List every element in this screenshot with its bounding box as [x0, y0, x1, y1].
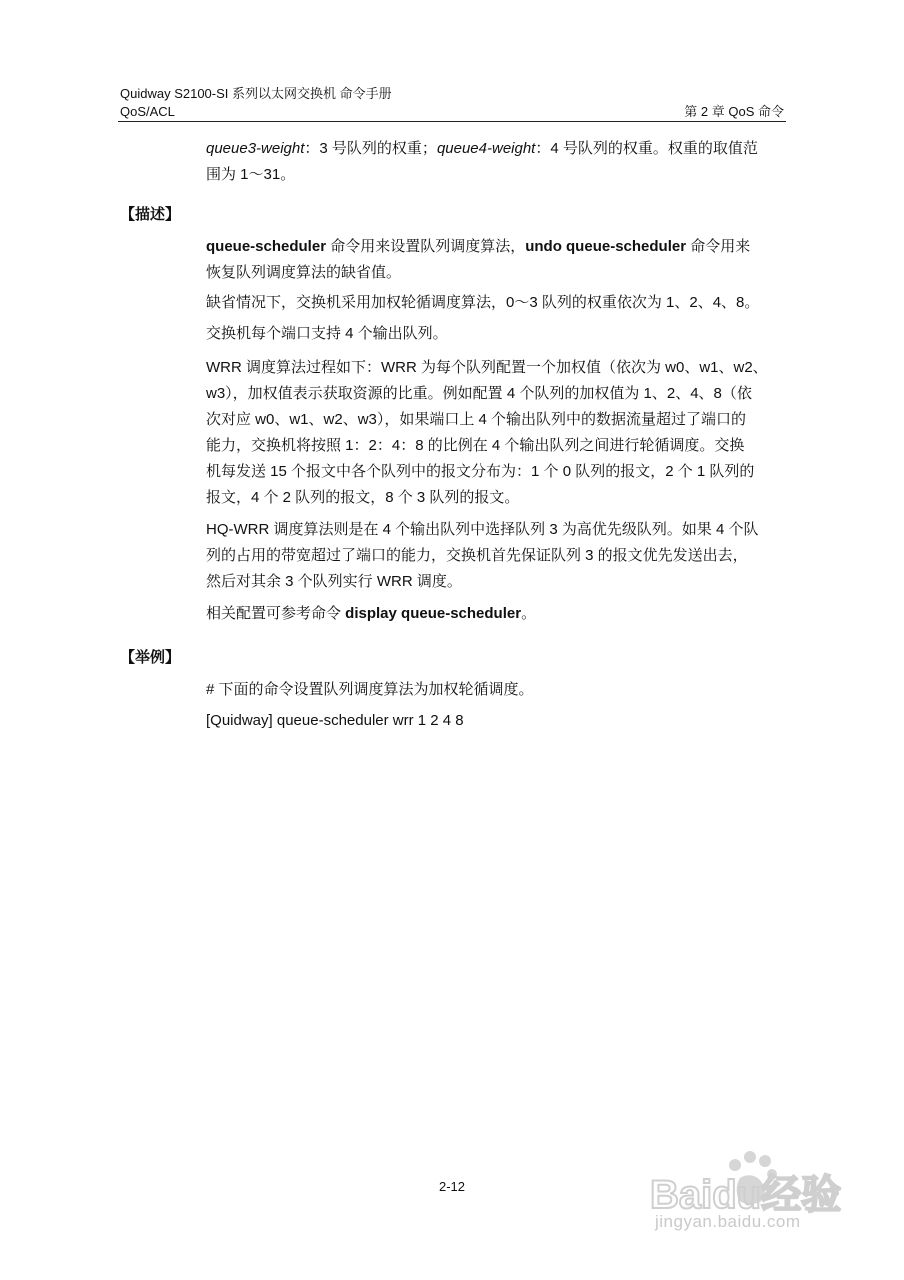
watermark-brand: Baidu经验: [650, 1173, 842, 1217]
desc-p1-line2: 恢复队列调度算法的缺省值。: [206, 264, 402, 281]
baidu-watermark-logo: [640, 1140, 870, 1250]
section-heading-example: 【举例】: [120, 649, 181, 666]
example-command: [Quidway] queue-scheduler wrr 1 2 4 8: [206, 712, 464, 729]
desc-p4-line: 机每发送 15 个报文中各个队列中的报文分布为：1 个 0 队列的报文，2 个 1 队列的: [206, 463, 755, 480]
watermark-url: jingyan.baidu.com: [655, 1212, 801, 1231]
header-divider: [118, 121, 786, 122]
desc-p5-line: 然后对其余 3 个队列实行 WRR 调度。: [206, 573, 462, 590]
desc-paragraph-4: [206, 355, 788, 511]
desc-p4-line: w3），加权值表示获取资源的比重。例如配置 4 个队列的加权值为 1、2、4、8（依: [206, 385, 752, 402]
cmd-queue-scheduler: queue-scheduler: [206, 238, 327, 255]
desc-paragraph-2: 缺省情况下，交换机采用加权轮循调度算法，0～3 队列的权重依次为 1、2、4、8。: [206, 294, 760, 311]
desc-p1-mid: 命令用来设置队列调度算法，: [326, 238, 526, 255]
desc-paragraph-6: [206, 601, 788, 627]
desc-paragraph-3: 交换机每个端口支持 4 个输出队列。: [206, 325, 448, 342]
param-queue3: queue3-weight: [206, 140, 305, 157]
desc-p4-line: 报文，4 个 2 队列的报文，8 个 3 队列的报文。: [206, 489, 520, 506]
chapter-title: 第 2 章 QoS 命令: [684, 104, 784, 119]
desc-paragraph-5: [206, 517, 788, 595]
desc-p4-line: WRR 调度算法过程如下：WRR 为每个队列配置一个加权值（依次为 w0、w1、w2、: [206, 359, 768, 376]
param-description: [206, 136, 788, 188]
param-queue4-desc: ：4 号队列的权重。权重的取值范: [535, 140, 758, 157]
section-name: QoS/ACL: [120, 104, 175, 119]
cmd-display-queue-scheduler: display queue-scheduler: [345, 605, 522, 622]
desc-paragraph-1: [206, 234, 788, 286]
param-range: 围为 1～31。: [206, 166, 296, 183]
desc-p6-pre: 相关配置可参考命令: [206, 605, 346, 622]
desc-p4-line: 次对应 w0、w1、w2、w3），如果端口上 4 个输出队列中的数据流量超过了端口的: [206, 411, 747, 428]
cmd-undo-queue-scheduler: undo queue-scheduler: [525, 238, 687, 255]
desc-p6-end: 。: [521, 605, 537, 622]
doc-title: Quidway S2100-SI 系列以太网交换机 命令手册: [120, 86, 392, 101]
page-number: 2-12: [438, 1179, 466, 1194]
desc-p1-end: 命令用来: [686, 238, 751, 255]
param-queue3-desc: ：3 号队列的权重；: [304, 140, 437, 157]
section-heading-description: 【描述】: [120, 206, 181, 223]
desc-p5-line: 列的占用的带宽超过了端口的能力，交换机首先保证队列 3 的报文优先发送出去，: [206, 547, 748, 564]
desc-p4-line: 能力，交换机将按照 1：2：4：8 的比例在 4 个输出队列之间进行轮循调度。交换: [206, 437, 745, 454]
param-queue4: queue4-weight: [436, 140, 536, 157]
example-comment: # 下面的命令设置队列调度算法为加权轮循调度。: [206, 681, 534, 698]
desc-p5-line: HQ-WRR 调度算法则是在 4 个输出队列中选择队列 3 为高优先级队列。如果 4 个队: [206, 521, 759, 538]
